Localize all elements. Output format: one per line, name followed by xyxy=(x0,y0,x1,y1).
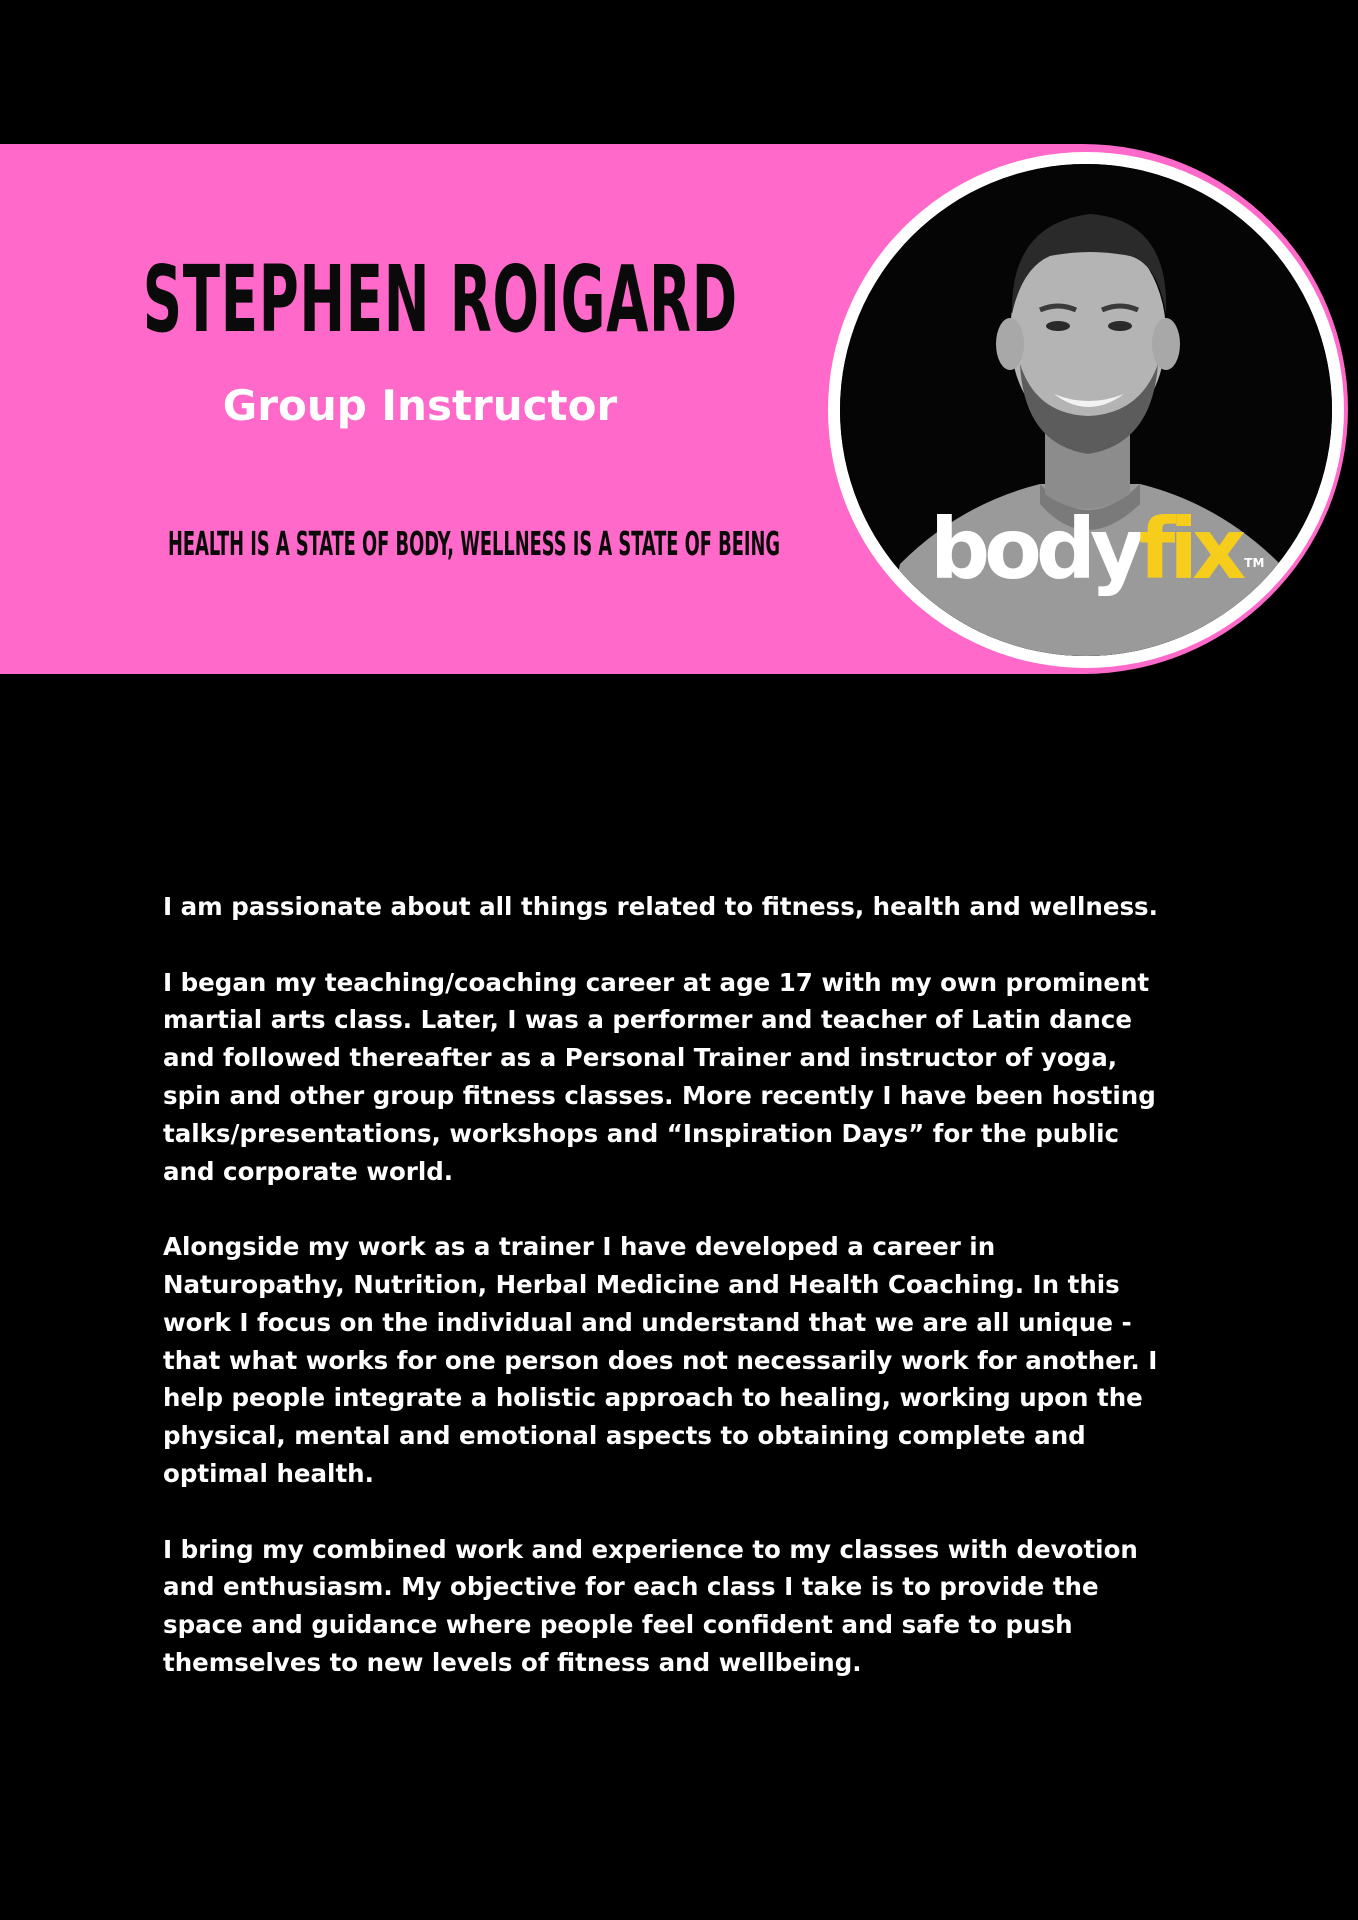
bio-paragraph: Alongside my work as a trainer I have developed a career in Naturopathy, Nutrition, Herbal Medicine and Health Coaching. In this work I focus on the individual and understand that we are all unique - that what works for one person does not necessarily work for another. I help people integrate a holistic approach to healing, working upon the physical, mental and emotional aspects to obtaining complete and optimal health. xyxy=(163,1232,1158,1488)
bio-paragraph: I began my teaching/coaching career at age 17 with my own prominent martial arts class. Later, I was a performer and teacher of Latin dance and followed thereafter as a Personal Trainer and instructor of yoga, spin and other group fitness classes. More recently I have been hosting talks/presentations, workshops and “Inspiration Days” for the public and corporate world. xyxy=(163,967,1156,1186)
tagline: HEALTH IS A STATE OF BODY, WELLNESS IS A STATE OF BEING xyxy=(167,524,781,563)
instructor-name: STEPHEN ROIGARD xyxy=(142,246,738,353)
bodyfix-logo: bodyfix ™ xyxy=(930,500,1265,598)
profile-photo-frame xyxy=(828,152,1344,668)
profile-photo xyxy=(840,164,1332,656)
instructor-role: Group Instructor xyxy=(222,381,618,430)
bio-paragraph: I bring my combined work and experience to my classes with devotion and enthusiasm. My objective for each class I take is to provide the space and guidance where people feel confident and safe to push themselves to new levels of fitness and wellbeing. xyxy=(163,1534,1138,1677)
bio-paragraph: I am passionate about all things related to fitness, health and wellness. xyxy=(163,892,1158,921)
bio-section xyxy=(163,888,1173,1720)
